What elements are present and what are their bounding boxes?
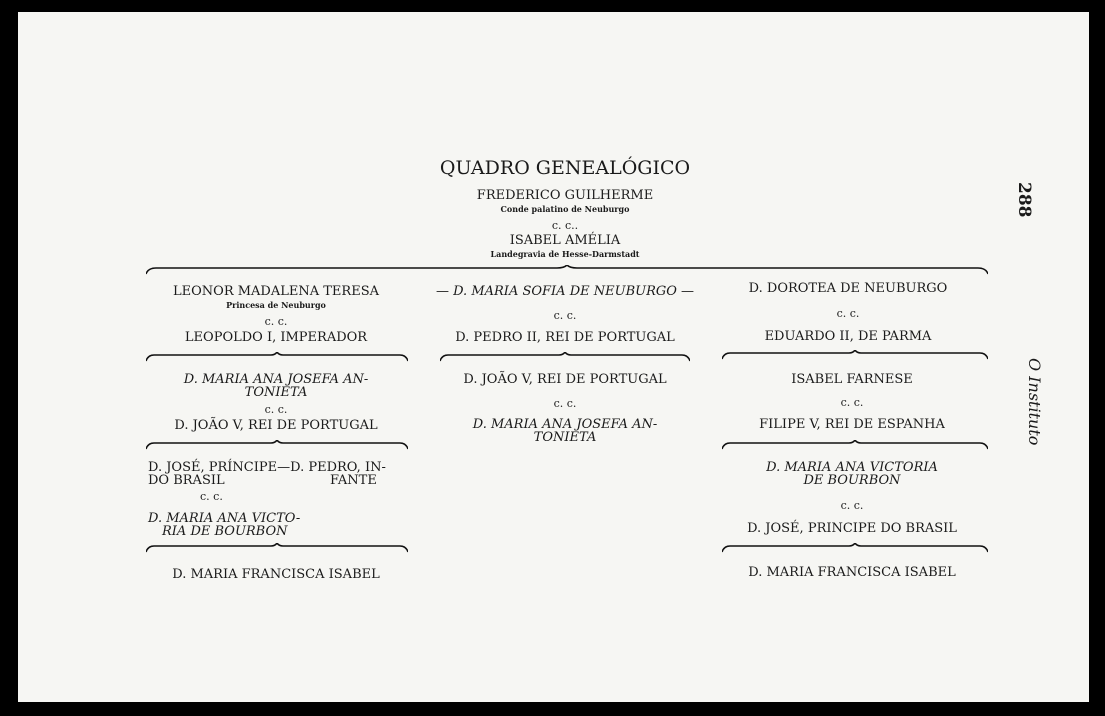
left-gen3-cc: c. c. bbox=[200, 490, 223, 503]
founder-cc: c. c.. bbox=[551, 219, 579, 232]
center-gen1-spouse: D. PEDRO II, REI DE PORTUGAL bbox=[455, 330, 675, 345]
right-gen1-name: D. DOROTEA DE NEUBURGO bbox=[748, 281, 948, 296]
right-gen2-name: ISABEL FARNESE bbox=[791, 372, 913, 387]
center-gen2-spouse-line2: TONIETA bbox=[533, 430, 597, 445]
center-gen2-cc: c. c. bbox=[553, 397, 577, 410]
running-head: O Instituto bbox=[1025, 358, 1044, 446]
left-gen1-title: Princesa de Neuburgo bbox=[226, 300, 326, 310]
left-gen2-name-line2: TONIETA bbox=[244, 385, 308, 400]
right-gen3-spouse: D. JOSÉ, PRINCIPE DO BRASIL bbox=[747, 521, 957, 536]
founder-spouse-name: ISABEL AMÉLIA bbox=[509, 233, 621, 248]
left-gen2-cc: c. c. bbox=[264, 403, 288, 416]
center-gen2-name: D. JOÃO V, REI DE PORTUGAL bbox=[463, 372, 667, 387]
left-gen3-children-line2a: DO BRASIL bbox=[148, 473, 225, 488]
left-gen1-name: LEONOR MADALENA TERESA bbox=[173, 284, 379, 299]
right-brace-1 bbox=[722, 350, 988, 360]
left-gen2-spouse: D. JOÃO V, REI DE PORTUGAL bbox=[174, 418, 378, 433]
founder-name: FREDERICO GUILHERME bbox=[476, 188, 654, 203]
left-gen4-name: D. MARIA FRANCISCA ISABEL bbox=[172, 567, 380, 582]
left-gen3-children-line2b: FANTE bbox=[330, 473, 377, 488]
left-gen1-spouse: LEOPOLDO I, IMPERADOR bbox=[184, 330, 368, 345]
right-gen3-cc: c. c. bbox=[840, 499, 864, 512]
center-brace-1 bbox=[440, 352, 690, 362]
right-gen4-name: D. MARIA FRANCISCA ISABEL bbox=[748, 565, 956, 580]
right-brace-3 bbox=[722, 543, 988, 553]
right-brace-2 bbox=[722, 440, 988, 450]
top-brace bbox=[146, 265, 988, 275]
right-gen3-name-line2: DE BOURBON bbox=[803, 473, 901, 488]
center-gen1-cc: c. c. bbox=[553, 309, 577, 322]
page-number: 288 bbox=[1014, 182, 1034, 218]
right-gen2-cc: c. c. bbox=[840, 396, 864, 409]
right-gen1-cc: c. c. bbox=[836, 307, 860, 320]
founder-spouse-title: Landegravia de Hesse-Darmstadt bbox=[490, 249, 640, 259]
left-gen3-spouse-line2: RIA DE BOURBON bbox=[162, 524, 288, 539]
left-gen1-cc: c. c. bbox=[264, 315, 288, 328]
left-gen3-children-line1: D. JOSÉ, PRÍNCIPE—D. PEDRO, IN- bbox=[148, 460, 386, 475]
page-title: QUADRO GENEALÓGICO bbox=[439, 157, 691, 179]
founder-title: Conde palatino de Neuburgo bbox=[500, 204, 630, 214]
left-brace-3 bbox=[146, 543, 408, 553]
right-gen3-name-line1: D. MARIA ANA VICTORIA bbox=[766, 460, 938, 475]
left-brace-1 bbox=[146, 352, 408, 362]
left-gen2-name-line1: D. MARIA ANA JOSEFA AN- bbox=[183, 372, 369, 387]
book-page bbox=[18, 12, 1089, 702]
left-gen3-spouse-line1: D. MARIA ANA VICTO- bbox=[148, 511, 301, 526]
center-gen2-spouse-line1: D. MARIA ANA JOSEFA AN- bbox=[472, 417, 658, 432]
left-brace-2 bbox=[146, 440, 408, 450]
right-gen1-spouse: EDUARDO II, DE PARMA bbox=[764, 329, 932, 344]
right-gen2-spouse: FILIPE V, REI DE ESPANHA bbox=[759, 417, 945, 432]
center-gen1-name: — D. MARIA SOFIA DE NEUBURGO — bbox=[435, 284, 695, 299]
